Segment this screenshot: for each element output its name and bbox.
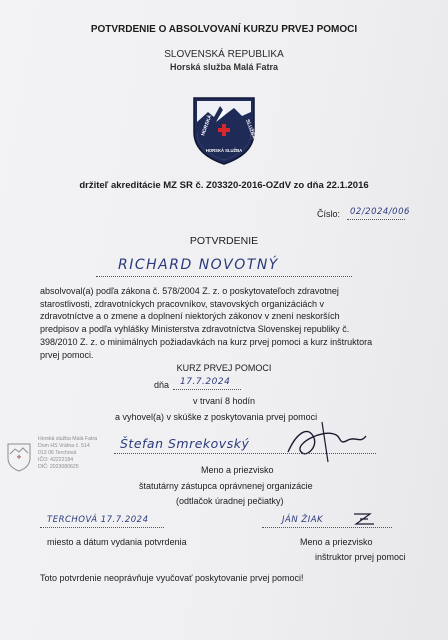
country-name: SLOVENSKÁ REPUBLIKA	[164, 49, 284, 60]
instructor-handwritten-name: JÁN ŽIAK	[282, 515, 324, 525]
stamp-note: (odtlačok úradnej pečiatky)	[176, 496, 284, 506]
signatory-dotted-line	[114, 453, 376, 454]
exam-result: a vyhovel(a) v skúške z poskytovania prvej pomoci	[115, 412, 318, 422]
course-date-dotted-line	[173, 389, 241, 390]
logo-left-text: HORSKÁ	[200, 114, 214, 137]
signature-scribble	[282, 416, 372, 466]
signatory-role: štatutárny zástupca oprávnenej organizácie	[139, 481, 313, 491]
person-name: RICHARD NOVOTNÝ	[118, 257, 279, 273]
place-date-dotted-line	[40, 527, 164, 528]
potvrdenie-heading: POTVRDENIE	[189, 235, 259, 247]
course-duration: v trvaní 8 hodín	[192, 396, 256, 406]
accreditation-line: držiteľ akreditácie MZ SR č. Z03320-2016-OZdV zo dňa 22.1.2016	[79, 180, 369, 191]
stamp-logo-icon	[6, 442, 32, 472]
stamp-line: Dom HS Vrátna č. 514	[38, 443, 90, 449]
signatory-handwritten-name: Štefan Smrekovský	[120, 436, 250, 451]
document-title: POTVRDENIE O ABSOLVOVANÍ KURZU PRVEJ POMOCI	[90, 24, 358, 35]
legal-text-line: prvej pomoci.	[40, 349, 94, 360]
stamp-line: DIČ: 2023080625	[38, 464, 79, 470]
footer-note: Toto potvrdenie neoprávňuje vyučovať poskytovanie prvej pomoci!	[40, 573, 304, 583]
course-date-label: dňa	[154, 380, 170, 390]
logo-bottom-text: HORSKÁ SLUŽBA	[205, 148, 243, 153]
legal-text	[40, 285, 412, 361]
legal-text-line: zdravotníctve a o zmene a doplnení niektorých zákonov v znení neskorších	[40, 311, 340, 322]
legal-text-line: predpisov a podľa vyhlášky Ministerstva zdravotníctva Slovenskej republiky č.	[40, 324, 350, 335]
course-title: KURZ PRVEJ POMOCI	[176, 363, 272, 373]
legal-text-line: starostlivosti, zdravotníckych pracovníkov, stavovských organizáciách v	[40, 298, 324, 309]
instructor-dotted-line	[262, 527, 392, 528]
stamp-line: 013 06 Terchová	[38, 450, 77, 456]
legal-text-line: 398/2010 Z. z. o minimálnych požiadavkách na kurz prvej pomoci a kurz inštruktora	[40, 336, 373, 347]
signatory-name-label: Meno a priezvisko	[201, 465, 274, 475]
stamp-line: IČO: 42222184	[38, 457, 74, 463]
organization-name: Horská služba Malá Fatra	[169, 62, 279, 72]
place-date-label: miesto a dátum vydania potvrdenia	[47, 537, 187, 547]
number-label: Číslo:	[317, 209, 341, 219]
name-dotted-line	[96, 276, 352, 277]
instructor-name-label: Meno a priezvisko	[300, 537, 373, 547]
number-dotted-line	[347, 219, 405, 220]
place-date-handwritten: TERCHOVÁ 17.7.2024	[47, 515, 149, 525]
official-stamp	[4, 436, 112, 488]
course-date-value: 17.7.2024	[180, 377, 231, 387]
stamp-line: Horská služba Malá Fatra	[38, 436, 98, 442]
mountain-rescue-logo	[190, 92, 258, 166]
number-value: 02/2024/006	[350, 207, 410, 217]
logo-right-text: SLUŽBA	[244, 118, 257, 140]
instructor-signature	[348, 508, 388, 528]
legal-text-line: absolvoval(a) podľa zákona č. 578/2004 Z. z. o poskytovateľoch zdravotnej	[40, 286, 339, 296]
instructor-role: inštruktor prvej pomoci	[315, 552, 406, 562]
